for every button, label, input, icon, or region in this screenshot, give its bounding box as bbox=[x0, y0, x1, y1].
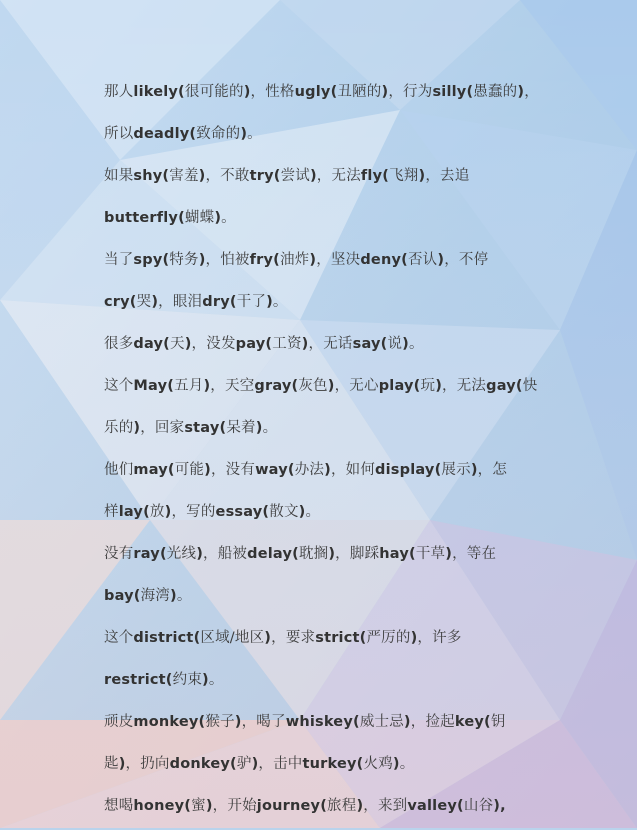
text-line: bay(海湾)。 bbox=[104, 588, 192, 604]
text-line: 顽皮monkey(猴子)，喝了whiskey(威士忌)，捡起key(钥 bbox=[104, 714, 506, 730]
text-line: 想喝honey(蜜)，开始journey(旅程)，来到valley(山谷), bbox=[104, 798, 506, 814]
text-line: 如果shy(害羞)，不敢try(尝试)，无法fly(飞翔)，去追 bbox=[104, 168, 470, 184]
text-line: 所以deadly(致命的)。 bbox=[104, 126, 262, 142]
text-line: 当了spy(特务)，怕被fry(油炸)，坚决deny(否认)，不停 bbox=[104, 252, 489, 268]
text-line: 样lay(放)，写的essay(散文)。 bbox=[104, 504, 321, 520]
text-line: 这个district(区域/地区)，要求strict(严厉的)，许多 bbox=[104, 630, 462, 646]
text-line: restrict(约束)。 bbox=[104, 672, 224, 688]
text-line: 这个May(五月)，天空gray(灰色)，无心play(玩)，无法gay(快 bbox=[104, 378, 538, 394]
text-line: cry(哭)，眼泪dry(干了)。 bbox=[104, 294, 288, 310]
text-line: 很多day(天)，没发pay(工资)，无话say(说)。 bbox=[104, 336, 424, 352]
text-line: butterfly(蝴蝶)。 bbox=[104, 210, 236, 226]
text-line: 没有ray(光线)，船被delay(耽搁)，脚踩hay(干草)，等在 bbox=[104, 546, 497, 562]
text-line: 他们may(可能)，没有way(办法)，如何display(展示)，怎 bbox=[104, 462, 508, 478]
text-line: 乐的)，回家stay(呆着)。 bbox=[104, 420, 278, 436]
document-body bbox=[104, 74, 554, 830]
text-line: 那人likely(很可能的)，性格ugly(丑陋的)，行为silly(愚蠢的)， bbox=[104, 84, 539, 100]
text-line: 匙)，扔向donkey(驴)，击中turkey(火鸡)。 bbox=[104, 756, 415, 772]
